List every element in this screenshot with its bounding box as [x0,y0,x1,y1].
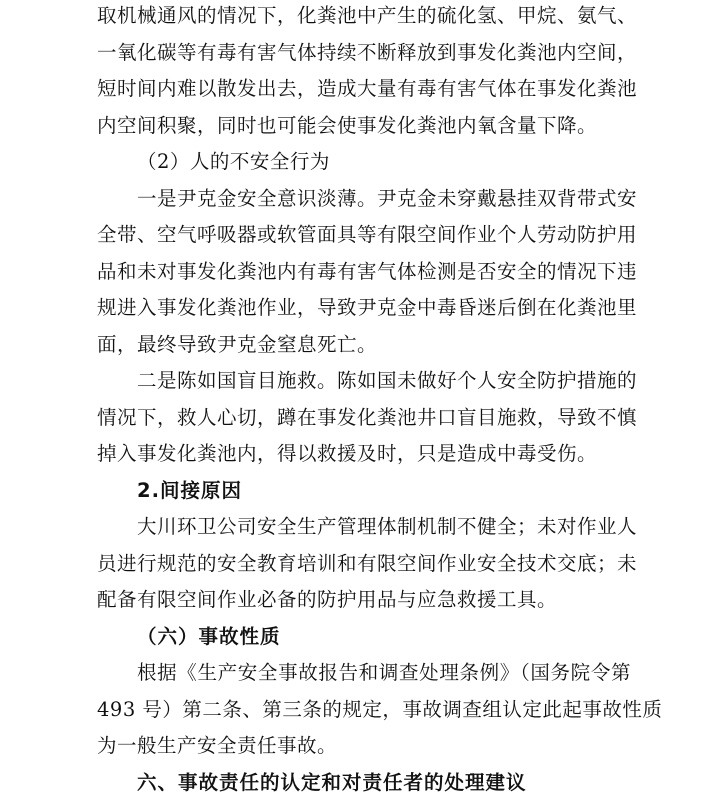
paragraph-line: 全带、空气呼吸器或软管面具等有限空间作业个人劳动防护用 [97,217,631,254]
paragraph-line: 规进入事发化粪池作业，导致尹克金中毒昏迷后倒在化粪池里 [97,290,631,327]
heading-section-six: 六、事故责任的认定和对责任者的处理建议 [97,765,631,801]
paragraph-line: 为一般生产安全责任事故。 [97,728,631,765]
paragraph-line: 一氧化碳等有毒有害气体持续不断释放到事发化粪池内空间， [97,35,631,72]
paragraph-line: 掉入事发化粪池内，得以救援及时，只是造成中毒受伤。 [97,436,631,473]
heading-accident-nature: （六）事故性质 [97,619,631,656]
paragraph-line: 一是尹克金安全意识淡薄。尹克金未穿戴悬挂双背带式安 [97,181,631,218]
paragraph-line: 情况下，救人心切，蹲在事发化粪池井口盲目施救，导致不慎 [97,400,631,437]
paragraph-line: 大川环卫公司安全生产管理体制机制不健全；未对作业人 [97,509,631,546]
paragraph-line: 短时间内难以散发出去，造成大量有毒有害气体在事发化粪池 [97,71,631,108]
document-page [97,0,631,801]
subheading-unsafe-behavior: （2）人的不安全行为 [97,144,631,181]
paragraph-line: 员进行规范的安全教育培训和有限空间作业安全技术交底；未 [97,546,631,583]
paragraph-line: 二是陈如国盲目施救。陈如国未做好个人安全防护措施的 [97,363,631,400]
paragraph-line: 面，最终导致尹克金窒息死亡。 [97,327,631,364]
paragraph-line: 配备有限空间作业必备的防护用品与应急救援工具。 [97,582,631,619]
heading-indirect-cause: 2.间接原因 [97,473,631,510]
paragraph-line: 内空间积聚，同时也可能会使事发化粪池内氧含量下降。 [97,108,631,145]
paragraph-line: 493 号）第二条、第三条的规定，事故调查组认定此起事故性质 [97,692,631,729]
paragraph-line: 根据《生产安全事故报告和调查处理条例》（国务院令第 [97,655,631,692]
paragraph-line: 取机械通风的情况下，化粪池中产生的硫化氢、甲烷、氨气、 [97,0,631,35]
paragraph-line: 品和未对事发化粪池内有毒有害气体检测是否安全的情况下违 [97,254,631,291]
